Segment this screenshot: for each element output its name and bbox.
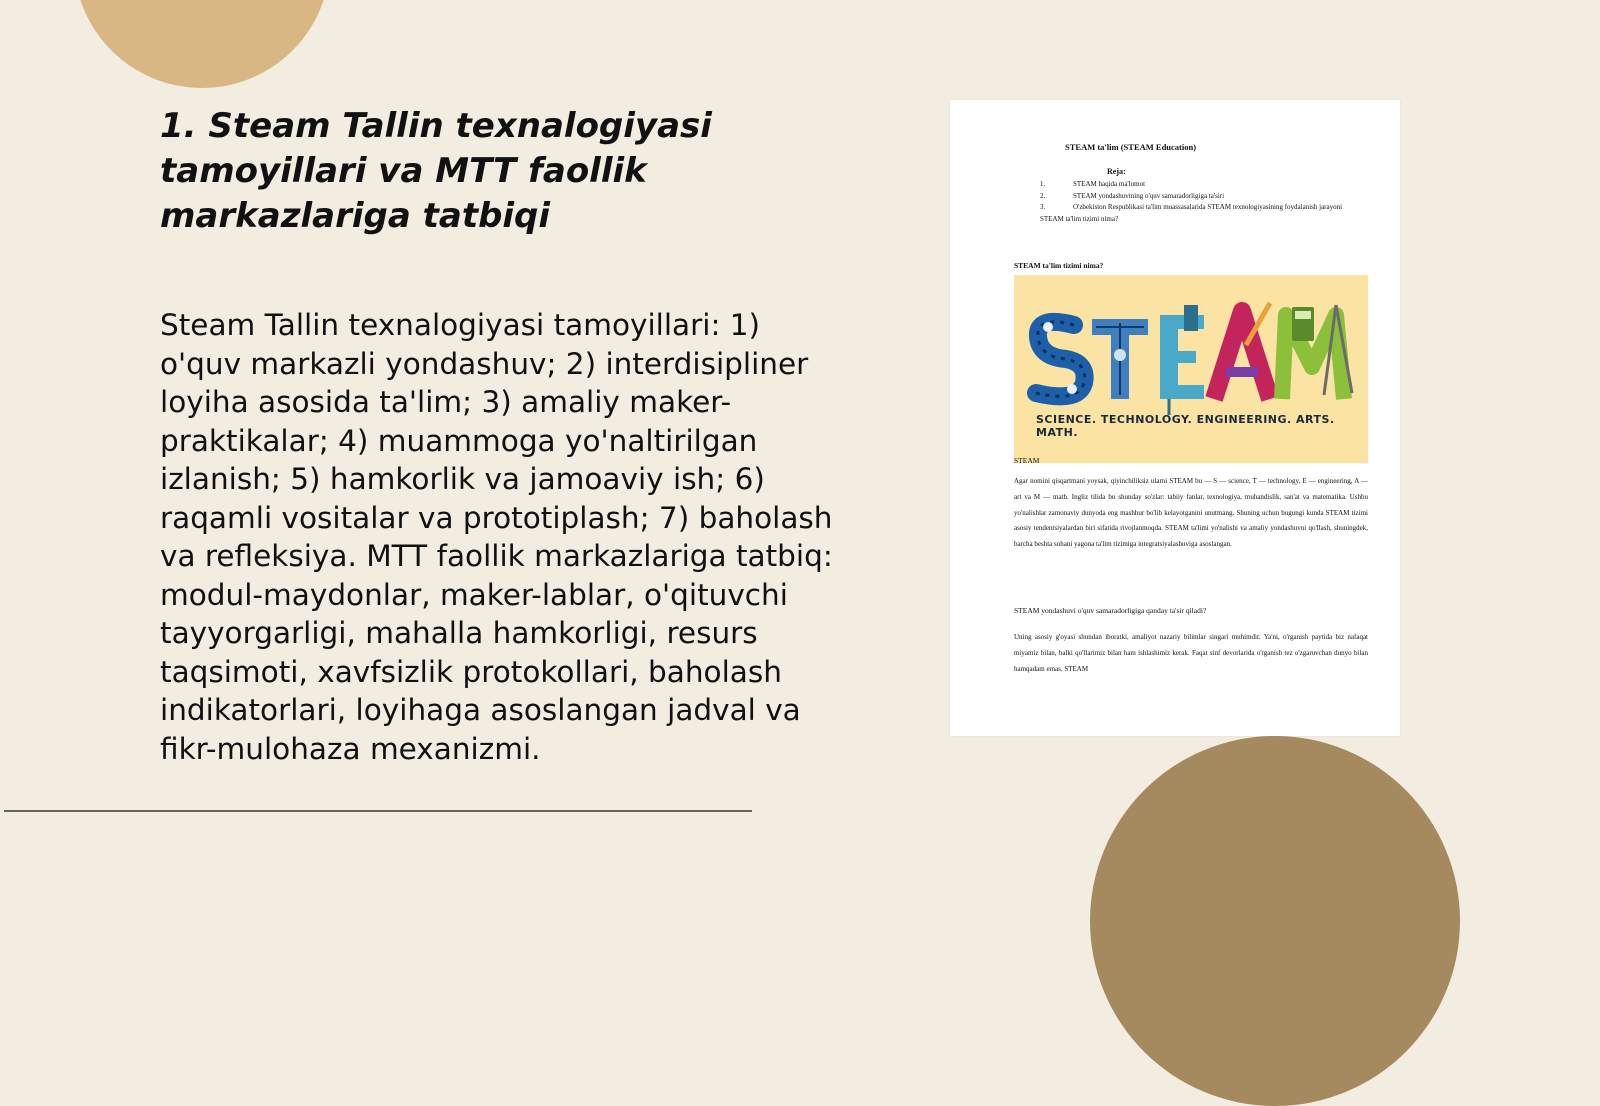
- document-image: [950, 100, 1400, 736]
- document-paragraph-2: Uning asosiy g'oyasi shundan iboratki, amaliyot nazariy bilimlar singari muhimdir. Ya'ni, o'rganish paytida biz nafaqat miyamiz bilan, balki qo'llarimiz bilan ham ishlashimiz kerak. Faqat sinf devorlarida o'rganish tez o'zgaruvchan dunyo bilan hamqadam emas. STEAM: [1014, 633, 1368, 673]
- document-image-label: STEAM: [1014, 456, 1040, 465]
- decorative-circle-bottom: [1090, 736, 1460, 1106]
- steam-letter-e-icon: [1160, 305, 1204, 415]
- document-question-heading: STEAM ta'lim tizimi nima?: [1014, 261, 1104, 270]
- divider-line: [4, 810, 752, 812]
- steam-letter-t-icon: [1092, 319, 1148, 399]
- slide-body-text: Steam Tallin texnalogiyasi tamoyillari: 1) o'quv markazli yondashuv; 2) interdisipliner loyiha asosida ta'lim; 3) amaliy maker-praktikalar; 4) muammoga yo'naltirilgan izlanish; 5) hamkorlik va jamoaviy ish; 6) raqamli vositalar va prototiplash; 7) baholash va refleksiya. MTT faollik markazlariga tatbiq: modul-maydonlar, maker-lablar, o'qituvchi tayyorgarligi, mahalla hamkorligi, resurs taqsimoti, xavfsizlik protokollari, baholash indikatorlari, loyihaga asoslangan jadval va fikr-mulohaza mexanizmi.: [160, 308, 833, 766]
- document-plan-list: [1014, 179, 1368, 225]
- steam-letter-s-icon: [1036, 322, 1085, 396]
- steam-letter-a-icon: [1214, 303, 1270, 399]
- plan-item-text: O'zbekiston Respublikasi ta'lim muassasalarida STEAM texnologiyasining foydalanish jarayoni: [1073, 203, 1343, 211]
- slide-title: 1. Steam Tallin texnalogiyasi tamoyillari va MTT faollik markazlariga tatbiqi: [160, 106, 712, 236]
- document-plan-heading: Reja:: [1107, 167, 1126, 176]
- plan-item-number: 2.: [1040, 191, 1046, 200]
- decorative-circle-top: [74, 0, 330, 88]
- plan-item: [1014, 202, 1368, 214]
- document-question-heading-2: STEAM yondashuvi o'quv samaradorligiga qanday ta'sir qiladi?: [1014, 606, 1207, 615]
- steam-letter-m-icon: [1282, 305, 1352, 399]
- plan-item-text: STEAM yondashuvining o'quv samaradorligiga ta'siri: [1073, 191, 1225, 200]
- document-title: STEAM ta'lim (STEAM Education): [1065, 142, 1197, 152]
- plan-item-text: STEAM haqida ma'lumot: [1073, 180, 1146, 188]
- plan-extra-line: STEAM ta'lim tizimi nima?: [1040, 214, 1119, 223]
- steam-illustration: [1014, 275, 1368, 463]
- plan-item: [1014, 191, 1368, 203]
- plan-item-number: 3.: [1040, 203, 1046, 211]
- steam-caption: SCIENCE. TECHNOLOGY. ENGINEERING. ARTS. MATH.: [1036, 413, 1335, 439]
- document-paragraph: Agar nomini qisqartmani yoysak, qiyinchiliksiz ularni STEAM bu — S — science, T — technology, E — engineering, A — art va M — math. Ingliz tilida bu shunday so'zlar: tabiiy fanlar, texnologiya, muhandislik, san'at va matematika. Ushbu yo'nalishlar zamonaviy dunyoda eng mashhur bo'lib kelayotganini unutmang. Shuning uchun bugungi kunda STEAM tizimi asosiy tendentsiyalardan biri sifatida rivojlanmoqda. STEAM ta'limi yo'nalishi va amaliy yondashuvni qo'llash, shuningdek, barcha beshta sohani yagona ta'lim tizimiga integratsiyalashuviga asoslangan.: [1014, 477, 1368, 549]
- plan-item: [1014, 179, 1368, 191]
- plan-item-number: 1.: [1040, 180, 1046, 188]
